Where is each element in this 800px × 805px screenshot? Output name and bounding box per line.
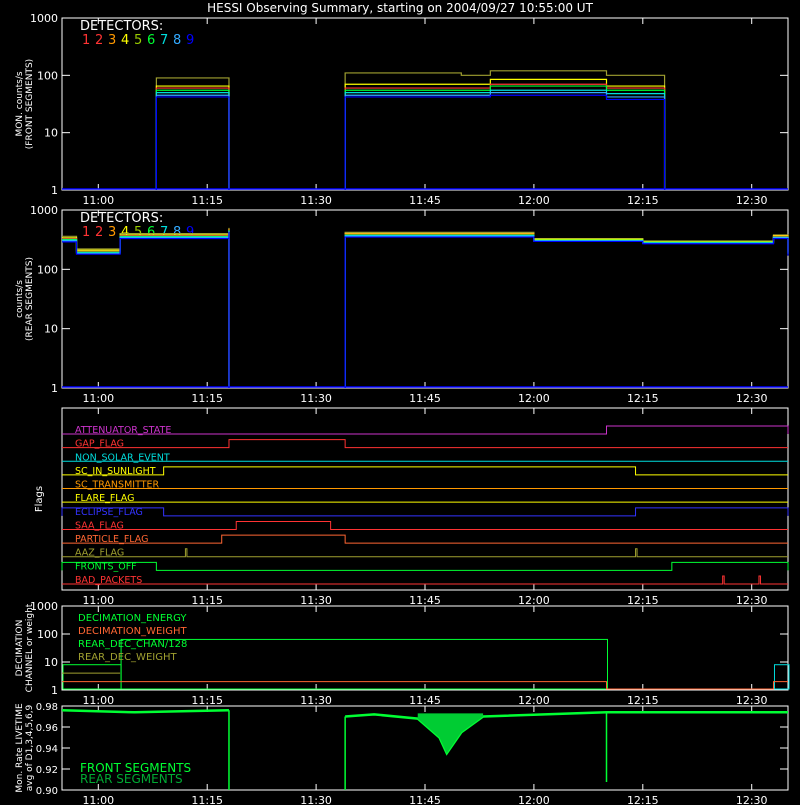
flag-label: SC_IN_SUNLIGHT (75, 465, 156, 477)
decimation-ylabel: DECIMATION (15, 619, 25, 677)
front-y-tick-label: 10 (44, 126, 58, 140)
rear-y-tick-label: 1 (51, 382, 58, 395)
livetime-legend-label: FRONT SEGMENTS (80, 761, 192, 775)
decimation-legend-label: REAR_DEC_CHAN/128 (78, 639, 188, 650)
front-time-label: 12:30 (735, 194, 768, 207)
front-time-label: 11:30 (300, 194, 332, 207)
flag-label: NON_SOLAR_EVENT (75, 452, 170, 464)
front-ylabel: (FRONT SEGMENTS) (25, 58, 35, 150)
flags-time-label: 11:30 (300, 594, 332, 607)
decimation-time-label: 11:30 (300, 694, 332, 707)
decimation-y-tick-label: 1 (51, 684, 58, 697)
decimation-time-label: 11:45 (409, 694, 441, 707)
flags-time-label: 12:00 (518, 594, 550, 607)
flag-label: SAA_FLAG (75, 520, 124, 532)
decimation-time-label: 11:15 (191, 694, 224, 707)
decimation-y-tick-label: 1000 (30, 600, 58, 613)
flag-line (62, 576, 788, 584)
rear-time-label: 12:00 (518, 392, 550, 405)
front-ylabel: MON. counts/s (15, 71, 25, 137)
front-frame (62, 18, 788, 190)
decimation-legend-label: DECIMATION_ENERGY (78, 613, 187, 624)
front-legend-digit: 4 (121, 33, 130, 48)
flag-label: AAZ_FLAG (75, 547, 125, 559)
front-legend-digit: 1 (82, 33, 91, 48)
front-series-line (345, 95, 664, 190)
rear-series-line (345, 235, 788, 388)
livetime-y-tick-label: 0.94 (35, 744, 58, 755)
front-series-line (345, 71, 664, 190)
decimation-ylabel: CHANNEL or weight (25, 603, 35, 693)
rear-legend-digit: 8 (173, 225, 182, 240)
livetime-y-tick-label: 0.98 (35, 702, 58, 713)
front-legend-digit: 8 (173, 33, 182, 48)
flag-label: SC_TRANSMITTER (75, 479, 160, 491)
decimation-time-label: 12:00 (518, 694, 550, 707)
front-legend-title: DETECTORS: (80, 19, 164, 34)
front-series-line (156, 90, 229, 190)
front-series-line (156, 97, 229, 190)
livetime-y-tick-label: 0.90 (35, 786, 58, 797)
decimation-box (63, 665, 121, 689)
livetime-y-tick-label: 0.96 (35, 723, 58, 734)
flag-label: ATTENUATOR_STATE (75, 425, 172, 436)
rear-legend-digit: 2 (95, 225, 104, 240)
rear-time-label: 11:30 (300, 392, 332, 405)
rear-y-tick-label: 1000 (30, 204, 58, 217)
decimation-legend-label: DECIMATION_WEIGHT (78, 626, 187, 637)
decimation-time-label: 12:30 (735, 694, 768, 707)
rear-legend-digit: 9 (186, 225, 195, 240)
front-series-line (156, 93, 229, 190)
rear-time-label: 11:00 (82, 392, 115, 405)
livetime-dip-fill (418, 713, 483, 753)
front-series-line (345, 84, 664, 190)
flag-label: GAP_FLAG (75, 438, 125, 450)
rear-legend-digit: 6 (147, 225, 156, 240)
rear-ylabel: (REAR SEGMENTS) (25, 256, 35, 342)
flags-time-label: 12:30 (735, 594, 768, 607)
flag-label: PARTICLE_FLAG (75, 534, 149, 546)
rear-legend-digit: 3 (108, 225, 117, 240)
flag-line (62, 508, 788, 516)
front-series-line (345, 93, 664, 190)
front-time-label: 12:00 (518, 194, 550, 207)
flag-line (62, 549, 788, 557)
flag-line (62, 520, 788, 532)
rear-ylabel: counts/s (15, 280, 25, 318)
flags-time-label: 12:15 (626, 594, 659, 607)
flag-line (62, 467, 788, 475)
rear-legend-title: DETECTORS: (80, 211, 164, 226)
livetime-time-label: 12:30 (735, 794, 768, 805)
rear-series-line (345, 237, 788, 388)
livetime-time-label: 11:45 (409, 794, 441, 805)
livetime-legend-label: REAR SEGMENTS (80, 772, 183, 786)
page-title: HESSI Observing Summary, starting on 2004/09/27 10:55:00 UT (207, 1, 593, 15)
rear-time-label: 11:15 (191, 392, 224, 405)
rear-series-line (345, 232, 788, 388)
livetime-time-label: 11:30 (300, 794, 332, 805)
front-series-line (345, 90, 664, 190)
rear-legend-digit: 1 (82, 225, 91, 240)
front-series-line (345, 86, 664, 190)
rear-y-tick-label: 10 (44, 322, 58, 336)
flag-line (62, 440, 788, 448)
livetime-time-label: 12:00 (518, 794, 550, 805)
flag-line (62, 561, 788, 573)
flags-ylabel: Flags (34, 485, 45, 513)
rear-series-line (345, 236, 788, 388)
livetime-series-line (345, 712, 788, 753)
livetime-series-line (62, 710, 229, 712)
flags-time-label: 11:15 (191, 594, 224, 607)
decimation-time-label: 12:15 (626, 694, 659, 707)
livetime-y-tick-label: 0.92 (35, 765, 58, 776)
decimation-box (774, 665, 789, 689)
livetime-time-label: 11:00 (82, 794, 115, 805)
rear-y-tick-label: 100 (37, 263, 58, 277)
rear-series-line (62, 232, 229, 388)
front-series-line (156, 88, 229, 190)
livetime-ylabel: Mon. Rate LIVETIME (15, 703, 25, 793)
flags-time-label: 11:45 (409, 594, 441, 607)
flag-label: BAD_PACKETS (75, 575, 143, 586)
rear-series-line (345, 234, 788, 388)
front-series-line (345, 79, 664, 190)
rear-legend-digit: 5 (134, 225, 143, 240)
flag-label: FRONTS_OFF (75, 561, 137, 573)
decimation-legend-label: REAR_DEC_WEIGHT (78, 652, 177, 663)
front-time-label: 12:15 (626, 194, 659, 207)
front-series-line (156, 95, 229, 190)
rear-time-label: 12:30 (735, 392, 768, 405)
livetime-ylabel: avg of D1,3,4,5,6,9 (25, 704, 35, 792)
rear-legend-digit: 7 (160, 225, 169, 240)
front-legend-digit: 2 (95, 33, 104, 48)
flag-label: ECLIPSE_FLAG (75, 506, 143, 518)
front-time-label: 11:15 (191, 194, 224, 207)
rear-legend-digit: 4 (121, 225, 130, 240)
front-time-label: 11:45 (409, 194, 441, 207)
flag-label: FLARE_FLAG (75, 493, 135, 505)
decimation-time-label: 11:00 (82, 694, 115, 707)
decimation-y-tick-label: 10 (44, 656, 58, 669)
flag-line (62, 534, 788, 546)
front-y-tick-label: 100 (37, 69, 58, 83)
rear-series-line (345, 234, 788, 388)
rear-time-label: 12:15 (626, 392, 659, 405)
front-series-line (156, 86, 229, 190)
front-legend-digit: 3 (108, 33, 117, 48)
livetime-time-label: 12:15 (626, 794, 659, 805)
rear-series-line (345, 236, 788, 388)
front-legend-digit: 5 (134, 33, 143, 48)
flags-time-label: 11:00 (82, 594, 115, 607)
front-legend-digit: 7 (160, 33, 169, 48)
front-y-tick-label: 1000 (30, 12, 58, 25)
decimation-y-tick-label: 100 (37, 628, 58, 641)
front-legend-digit: 6 (147, 33, 156, 48)
front-y-tick-label: 1 (51, 184, 58, 197)
front-time-label: 11:00 (82, 194, 115, 207)
rear-time-label: 11:45 (409, 392, 441, 405)
front-legend-digit: 9 (186, 33, 195, 48)
livetime-time-label: 11:15 (191, 794, 224, 805)
